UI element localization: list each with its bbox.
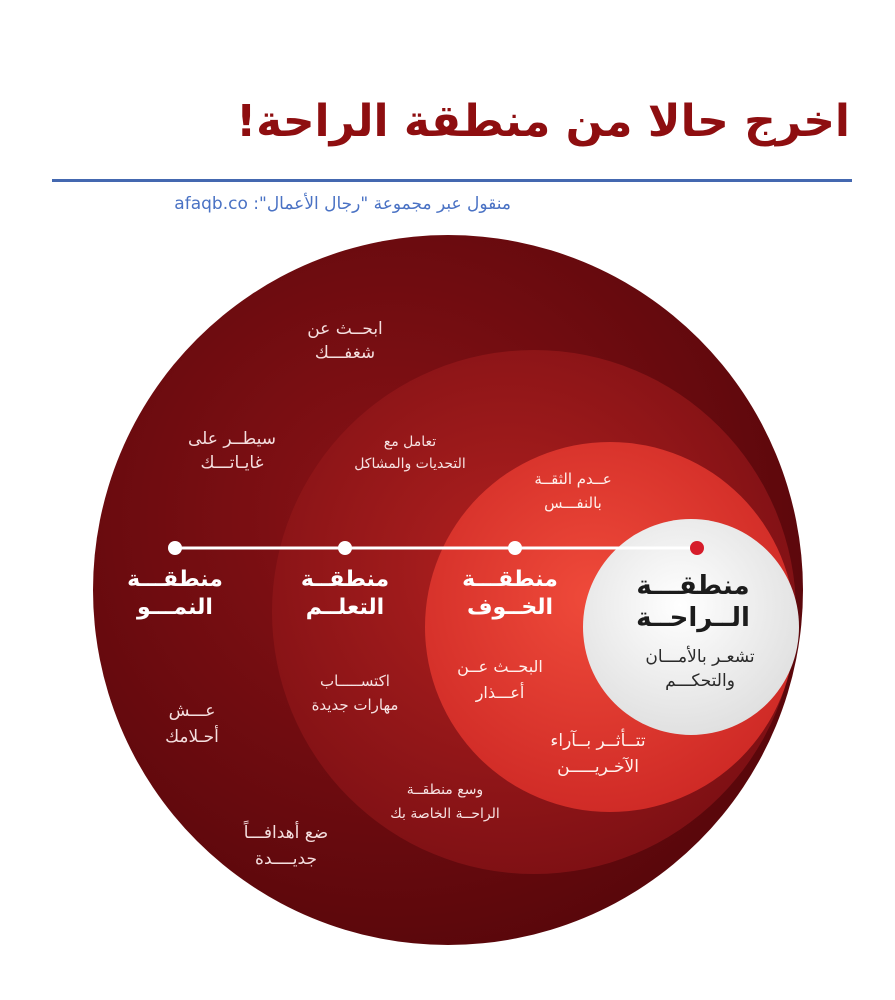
fear-note-1-line2: بالنفـــس: [544, 494, 602, 512]
growth-note-3-line1: عـــش: [168, 701, 216, 721]
fear-note-2-line2: أعـــذار: [475, 683, 525, 702]
fear-zone-title-line2: الخــوف: [466, 595, 554, 620]
growth-zone-title-line2: النمـــو: [137, 595, 213, 620]
source-site: afaqb.co: [174, 194, 248, 214]
learning-note-3-line2: الراحــة الخاصة بك: [390, 806, 500, 822]
learning-marker-dot: [338, 541, 352, 555]
growth-note-2-line2: غايـاتـــك: [200, 453, 264, 473]
comfort-zone-subtitle-line2: والتحكـــم: [665, 671, 735, 691]
learning-note-2-line1: اكتســـــاب: [320, 672, 390, 690]
learning-note-2-line2: مهارات جديدة: [311, 696, 399, 714]
comfort-zone-title-line2: الــراحــة: [636, 603, 750, 633]
learning-note-1-line2: التحديات والمشاكل: [354, 456, 466, 472]
learning-note-3-line1: وسع منطقــة: [406, 782, 484, 798]
fear-marker-dot: [508, 541, 522, 555]
growth-note-4-line2: جديــــدة: [255, 849, 317, 869]
growth-note-2-line1: سيطــر على: [187, 429, 277, 449]
comfort-zone-title-line1: منطقـــة: [636, 571, 750, 601]
growth-note-1-line2: شغفـــك: [314, 343, 376, 363]
learning-zone-title-line2: التعلــم: [305, 595, 385, 620]
learning-zone-title-line1: منطقــة: [300, 567, 390, 592]
fear-note-3-line1: تتــأثــر بــآراء: [550, 731, 646, 751]
growth-zone-title-line1: منطقـــة: [127, 567, 223, 592]
source-label: منقول عبر مجموعة "رجال الأعمال":: [253, 194, 511, 214]
fear-note-3-line2: الآخـريـــــن: [557, 757, 639, 777]
growth-note-3-line2: أحـلامك: [165, 727, 219, 747]
growth-marker-dot: [168, 541, 182, 555]
fear-note-1-line1: عــدم الثقــة: [534, 470, 612, 488]
comfort-marker-dot: [690, 541, 704, 555]
fear-zone-title-line1: منطقـــة: [462, 567, 558, 592]
page-title: اخرج حالا من منطقة الراحة!: [236, 96, 850, 147]
learning-note-1-line1: تعامل مع: [383, 434, 437, 450]
growth-note-1-line1: ابحــث عن: [307, 319, 383, 339]
comfort-zone-subtitle-line1: تشعـر بالأمـــان: [645, 647, 755, 667]
growth-note-4-line1: ضع أهدافـــاً: [243, 823, 329, 843]
fear-note-2-line1: البحــث عــن: [457, 657, 543, 676]
